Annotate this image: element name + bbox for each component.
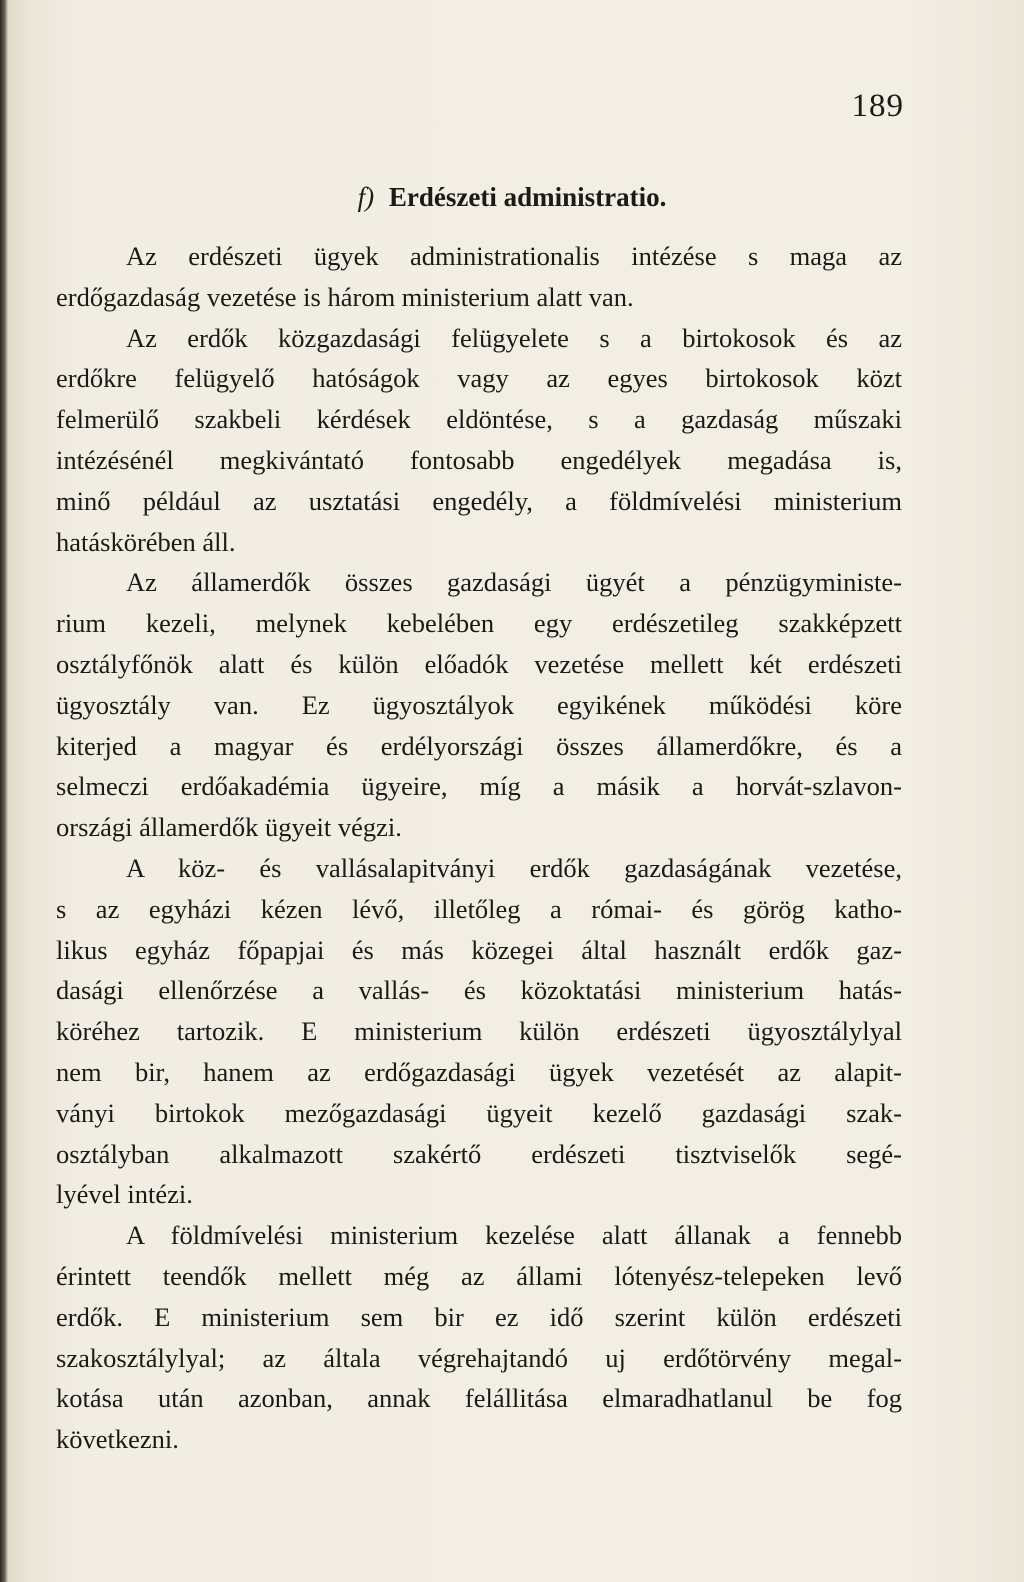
text-line: országi államerdők ügyeit végzi. [56, 812, 402, 843]
text-line: intézésénél megkivántató fontosabb engedélyek megadása is, [56, 444, 902, 475]
text-line: osztályban alkalmazott szakértő erdészeti tisztviselők segé- [56, 1138, 902, 1169]
text-line: Az erdők közgazdasági felügyelete s a birtokosok és az [126, 322, 902, 353]
text-line: érintett teendők mellett még az állami lótenyész-telepeken levő [56, 1260, 902, 1291]
book-spine-shadow [0, 0, 8, 1582]
paragraph [56, 236, 902, 318]
body-text [56, 236, 902, 1460]
text-line: nem bir, hanem az erdőgazdasági ügyek vezetését az alapit- [56, 1056, 902, 1087]
paragraph [56, 1215, 902, 1460]
text-line: dasági ellenőrzése a vallás- és közoktatási ministerium hatás- [56, 975, 902, 1006]
text-line: rium kezeli, melynek kebelében egy erdészetileg szakképzett [56, 608, 902, 639]
text-line: minő például az usztatási engedély, a földmívelési ministerium [56, 485, 902, 516]
text-line: köréhez tartozik. E ministerium külön erdészeti ügyosztálylyal [56, 1016, 902, 1047]
text-line: ügyosztály van. Ez ügyosztályok egyikének működési köre [56, 689, 902, 720]
text-line: A köz- és vallásalapitványi erdők gazdaságának vezetése, [126, 852, 902, 883]
paragraph [56, 562, 902, 848]
paragraph [56, 318, 902, 563]
text-line: kotása után azonban, annak felállitása elmaradhatlanul be fog [56, 1383, 902, 1414]
text-line: erdőkre felügyelő hatóságok vagy az egyes birtokosok közt [56, 363, 902, 394]
page-number: 189 [851, 88, 904, 124]
text-line: kiterjed a magyar és erdélyországi összes államerdőkre, és a [56, 730, 902, 761]
text-line: A földmívelési ministerium kezelése alatt állanak a fennebb [126, 1220, 902, 1251]
section-heading [0, 182, 1024, 213]
text-line: likus egyház főpapjai és más közegei által használt erdők gaz- [56, 934, 902, 965]
text-line: Az erdészeti ügyek administrationalis intézése s maga az [126, 241, 902, 271]
text-line: következni. [56, 1424, 179, 1455]
text-line: erdőgazdaság vezetése is három ministerium alatt van. [56, 281, 634, 312]
text-line: felmerülő szakbeli kérdések eldöntése, s a gazdaság műszaki [56, 404, 902, 435]
paragraph [56, 848, 902, 1215]
text-line: osztályfőnök alatt és külön előadók vezetése mellett két erdészeti [56, 648, 902, 679]
text-line: s az egyházi kézen lévő, illetőleg a római- és görög katho- [56, 893, 902, 924]
text-line: hatáskörében áll. [56, 526, 236, 557]
text-line: erdők. E ministerium sem bir ez idő szerint külön erdészeti [56, 1301, 902, 1332]
text-line: selmeczi erdőakadémia ügyeire, míg a másik a horvát-szlavon- [56, 771, 902, 802]
text-line: Az államerdők összes gazdasági ügyét a pénzügyministe- [126, 567, 902, 598]
section-mark: f) [357, 182, 375, 212]
text-line: szakosztálylyal; az általa végrehajtandó uj erdőtörvény megal- [56, 1342, 902, 1373]
text-line: lyével intézi. [56, 1179, 193, 1210]
text-line: ványi birtokok mezőgazdasági ügyeit kezelő gazdasági szak- [56, 1097, 902, 1128]
section-title: Erdészeti administratio. [388, 182, 667, 212]
